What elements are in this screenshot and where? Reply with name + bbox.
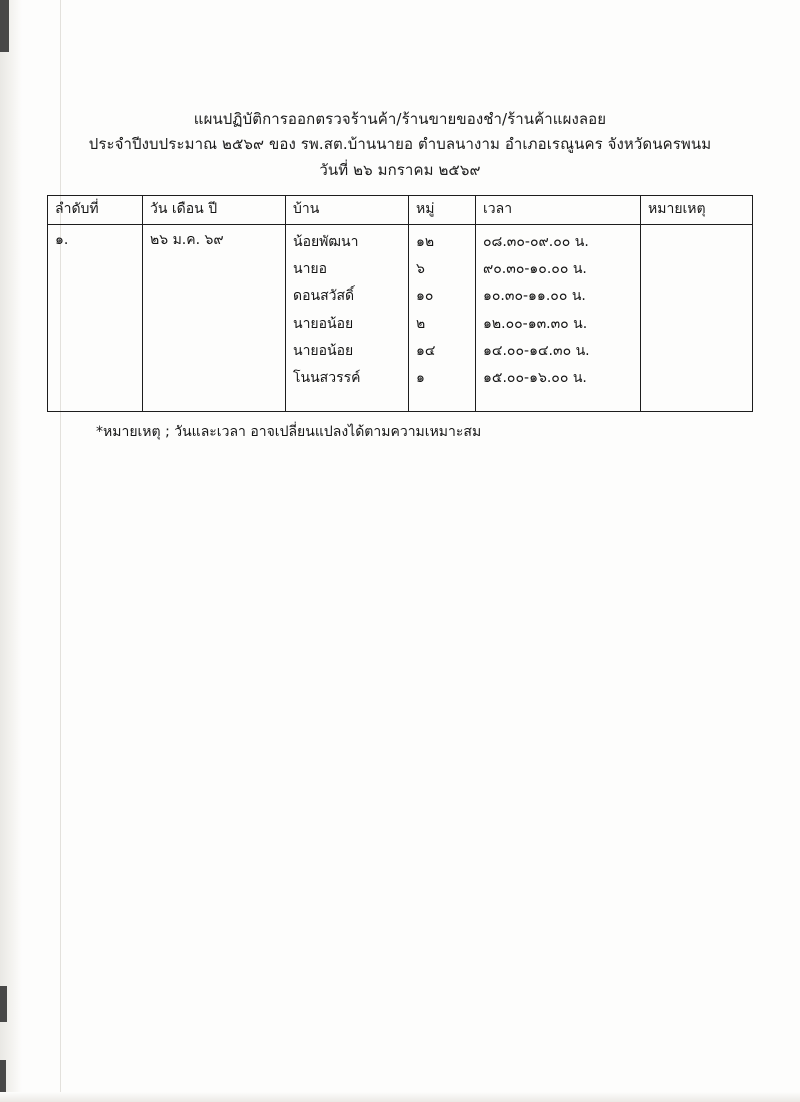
time-3: ๑๐.๓๐-๑๑.๐๐ น. (483, 288, 586, 305)
title-line-2: ประจำปีงบประมาณ ๒๕๖๙ ของ รพ.สต.บ้านนายอ ตำบลนางาม อำเภอเรณูนคร จังหวัดนครพนม (88, 135, 712, 154)
title-line-3: วันที่ ๒๖ มกราคม ๒๕๖๙ (319, 160, 481, 179)
header-no: ลำดับที่ (48, 195, 143, 224)
cell-moo-list (409, 224, 476, 411)
moo-2: ๖ (416, 261, 425, 278)
time-2: ๙๐.๓๐-๑๐.๐๐ น. (483, 261, 587, 278)
moo-3: ๑๐ (416, 288, 434, 305)
title-line-1: แผนปฏิบัติการออกตรวจร้านค้า/ร้านขายของชำ/ร้านค้าแผงลอย (193, 110, 607, 128)
cell-no: ๑. (48, 224, 143, 411)
moo-4: ๒ (416, 315, 426, 332)
village-1: น้อยพัฒนา (293, 233, 359, 250)
header-time: เวลา (476, 195, 641, 224)
cell-date: ๒๖ ม.ค. ๖๙ (143, 224, 286, 411)
table-row (48, 224, 753, 411)
plan-table (47, 195, 753, 412)
plan-table-header (48, 195, 753, 224)
village-3: ดอนสวัสดิ์ (293, 288, 355, 305)
village-4: นายอน้อย (293, 315, 354, 332)
header-village: บ้าน (286, 195, 409, 224)
moo-1: ๑๒ (416, 233, 435, 250)
time-5: ๑๔.๐๐-๑๔.๓๐ น. (483, 342, 590, 359)
cell-remark (641, 224, 753, 411)
header-date: วัน เดือน ปี (143, 195, 286, 224)
village-5: นายอน้อย (293, 342, 354, 359)
header-remark: หมายเหตุ (641, 195, 753, 224)
footnote: *หมายเหตุ ; วันและเวลา อาจเปลี่ยนแปลงได้ตามความเหมาะสม (96, 423, 482, 440)
table-header-row (48, 195, 753, 224)
document-content (0, 0, 800, 443)
scan-bottom-edge-artifact (0, 1092, 800, 1102)
cell-time-list (476, 224, 641, 411)
cell-village-list (286, 224, 409, 411)
time-4: ๑๒.๐๐-๑๓.๓๐ น. (483, 315, 588, 332)
time-1: ๐๘.๓๐-๐๙.๐๐ น. (483, 233, 589, 250)
header-moo: หมู่ (409, 195, 476, 224)
time-6: ๑๕.๐๐-๑๖.๐๐ น. (483, 370, 587, 387)
village-6: โนนสวรรค์ (293, 370, 361, 387)
village-2: นายอ (293, 261, 328, 278)
document-title-block (0, 108, 800, 182)
scan-mark-lower (0, 986, 7, 1022)
moo-5: ๑๔ (416, 342, 436, 359)
moo-6: ๑ (416, 370, 425, 387)
plan-table-body (48, 224, 753, 411)
